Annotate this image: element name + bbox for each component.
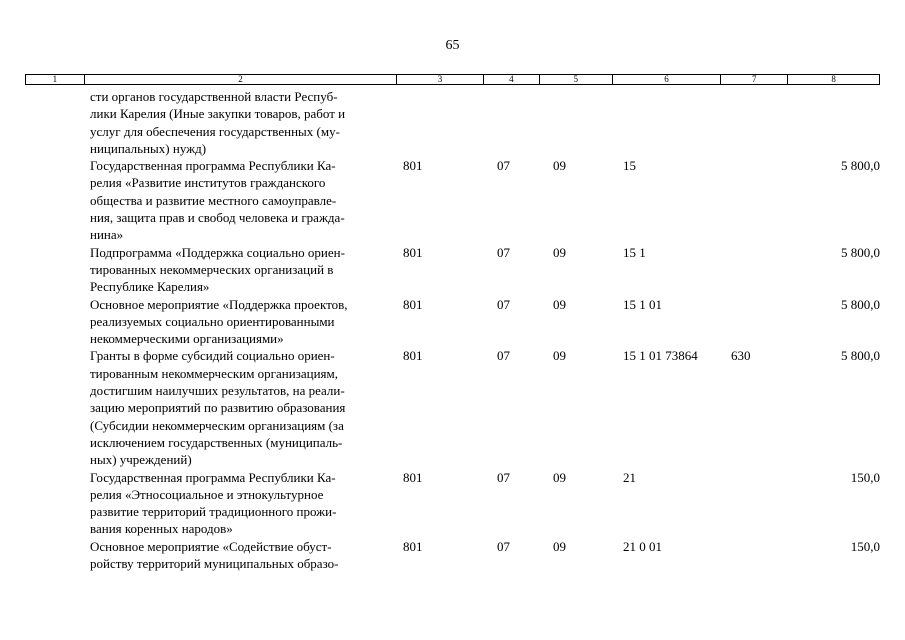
table-row (25, 469, 880, 538)
row-section-code: 07 (497, 469, 510, 485)
row-amount: 150,0 (850, 469, 880, 485)
column-header-3: 3 (397, 75, 484, 84)
row-section-code (497, 88, 553, 157)
column-header-6: 6 (613, 75, 722, 84)
row-amount (789, 88, 880, 157)
column-header-8: 8 (831, 74, 836, 84)
row-subsection-code: 09 (553, 158, 566, 174)
row-name: Подпрограмма «Поддержка социально ориен- тированных некоммерческих организаций в Республике Карелия» (90, 244, 345, 295)
row-expense-type (731, 244, 789, 296)
row-rz-code: 801 (403, 538, 423, 554)
row-expense-type (731, 296, 789, 348)
row-rz-code: 801 (403, 158, 423, 174)
row-section-code: 07 (497, 244, 510, 260)
column-header-1: 1 (26, 75, 85, 84)
column-header-5: 5 (540, 75, 613, 84)
row-subsection-code: 09 (553, 244, 566, 260)
row-expense-type (731, 538, 789, 573)
row-name: сти органов государственной власти Респуб- лики Карелия (Иные закупки товаров, работ и услуг для обеспечения государственных (му- ниципальных) нужд) (90, 89, 346, 156)
row-section-code: 07 (497, 348, 510, 364)
table-body (25, 88, 880, 572)
row-subsection-code (553, 88, 623, 157)
row-section-code: 07 (497, 158, 510, 174)
row-target-code: 15 1 01 73864 (623, 348, 698, 364)
column-header-2: 2 (85, 75, 397, 84)
row-target-code: 21 0 01 (623, 538, 662, 554)
table-header (25, 74, 880, 85)
row-amount: 5 800,0 (841, 158, 880, 174)
row-amount: 5 800,0 (841, 348, 880, 364)
row-target-code: 15 (623, 158, 636, 174)
row-name: Государственная программа Республики Ка- релия «Этносоциальное и этнокультурное развитие территорий традиционного прожи- вания коренных народов» (90, 469, 337, 537)
row-expense-type (731, 88, 789, 157)
table-row (25, 296, 880, 348)
column-header-4: 4 (484, 75, 540, 84)
row-rz-code: 801 (403, 244, 423, 260)
row-subsection-code: 09 (553, 348, 566, 364)
row-section-code: 07 (497, 296, 510, 312)
row-amount: 150,0 (850, 538, 880, 554)
table-row (25, 538, 880, 573)
row-subsection-code: 09 (553, 296, 566, 312)
table-row (25, 88, 880, 157)
row-name: Основное мероприятие «Поддержка проектов, реализуемых социально ориентированными некоммерческими организациями» (90, 296, 348, 347)
row-rz-code (400, 88, 497, 157)
row-name: Гранты в форме субсидий социально ориен- тированным некоммерческим организациям, достигшим наилучших результатов, на реали- зацию мероприятий по развитию образования (Субсидии некоммерческим организациям (за исключением государственных (муниципаль- ных) учреждений) (90, 348, 346, 468)
row-subsection-code: 09 (553, 469, 566, 485)
row-target-code: 15 1 (623, 244, 646, 260)
row-expense-type (731, 469, 789, 538)
table-row (25, 347, 880, 468)
row-target-code (623, 88, 731, 157)
row-amount: 5 800,0 (841, 244, 880, 260)
column-header-7: 7 (721, 75, 788, 84)
row-name: Основное мероприятие «Содействие обуст- ройству территорий муниципальных образо- (90, 538, 339, 572)
row-expense-type (731, 157, 789, 243)
page-number: 65 (445, 38, 460, 53)
row-rz-code: 801 (403, 296, 423, 312)
row-rz-code: 801 (403, 469, 423, 485)
row-amount: 5 800,0 (841, 296, 880, 312)
row-subsection-code: 09 (553, 538, 566, 554)
row-section-code: 07 (497, 538, 510, 554)
row-target-code: 21 (623, 469, 636, 485)
row-rz-code: 801 (403, 348, 423, 364)
row-expense-type: 630 (731, 348, 751, 364)
row-name: Государственная программа Республики Ка- релия «Развитие институтов гражданского общества и развитие местного самоуправле- ния, защита прав и свобод человека и гражда- нина» (90, 158, 345, 243)
table-row (25, 157, 880, 243)
row-target-code: 15 1 01 (623, 296, 662, 312)
table-row (25, 244, 880, 296)
